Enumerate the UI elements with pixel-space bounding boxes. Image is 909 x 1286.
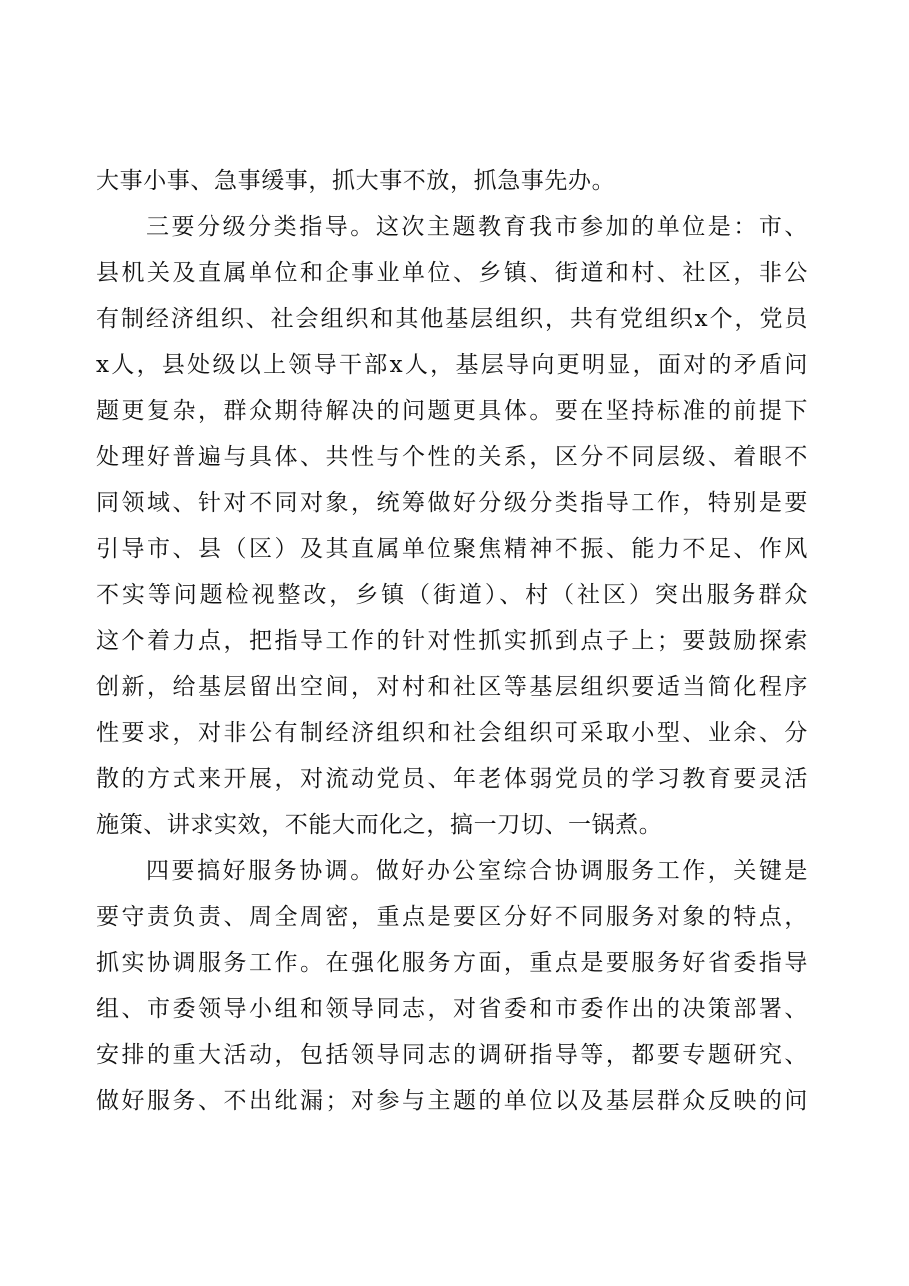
text-line: x人，县处级以上领导干部x人，基层导向更明显，面对的矛盾问: [96, 352, 808, 378]
text-line: 施策、讲求实效，不能大而化之，搞一刀切、一锅煮。: [96, 812, 663, 838]
text-line: 引导市、县（区）及其直属单位聚焦精神不振、能力不足、作风: [96, 536, 808, 562]
text-line: 性要求，对非公有制经济组织和社会组织可采取小型、业余、分: [96, 720, 808, 746]
text-line: 不实等问题检视整改，乡镇（街道）、村（社区）突出服务群众: [96, 582, 808, 608]
text-line: 要守责负责、周全周密，重点是要区分好不同服务对象的特点，: [96, 904, 808, 930]
text-line: 做好服务、不出纰漏；对参与主题的单位以及基层群众反映的问: [96, 1088, 808, 1114]
text-line: 抓实协调服务工作。在强化服务方面，重点是要服务好省委指导: [96, 950, 808, 976]
text-line: 题更复杂，群众期待解决的问题更具体。要在坚持标准的前提下: [96, 398, 808, 424]
text-line: 安排的重大活动，包括领导同志的调研指导等，都要专题研究、: [96, 1042, 808, 1068]
text-line: 散的方式来开展，对流动党员、年老体弱党员的学习教育要灵活: [96, 766, 808, 792]
text-line: 创新，给基层留出空间，对村和社区等基层组织要适当简化程序: [96, 674, 808, 700]
text-line: 同领域、针对不同对象，统筹做好分级分类指导工作，特别是要: [96, 490, 808, 516]
text-line: 组、市委领导小组和领导同志，对省委和市委作出的决策部署、: [96, 996, 808, 1022]
text-line: 四要搞好服务协调。做好办公室综合协调服务工作，关键是: [146, 858, 808, 884]
text-line: 大事小事、急事缓事，抓大事不放，抓急事先办。: [96, 168, 616, 194]
text-line: 有制经济组织、社会组织和其他基层组织，共有党组织x个，党员: [96, 306, 808, 332]
text-line: 这个着力点，把指导工作的针对性抓实抓到点子上；要鼓励探索: [96, 628, 808, 654]
text-line: 处理好普遍与具体、共性与个性的关系，区分不同层级、着眼不: [96, 444, 808, 470]
text-line: 三要分级分类指导。这次主题教育我市参加的单位是：市、: [146, 214, 808, 240]
text-line: 县机关及直属单位和企事业单位、乡镇、街道和村、社区，非公: [96, 260, 808, 286]
